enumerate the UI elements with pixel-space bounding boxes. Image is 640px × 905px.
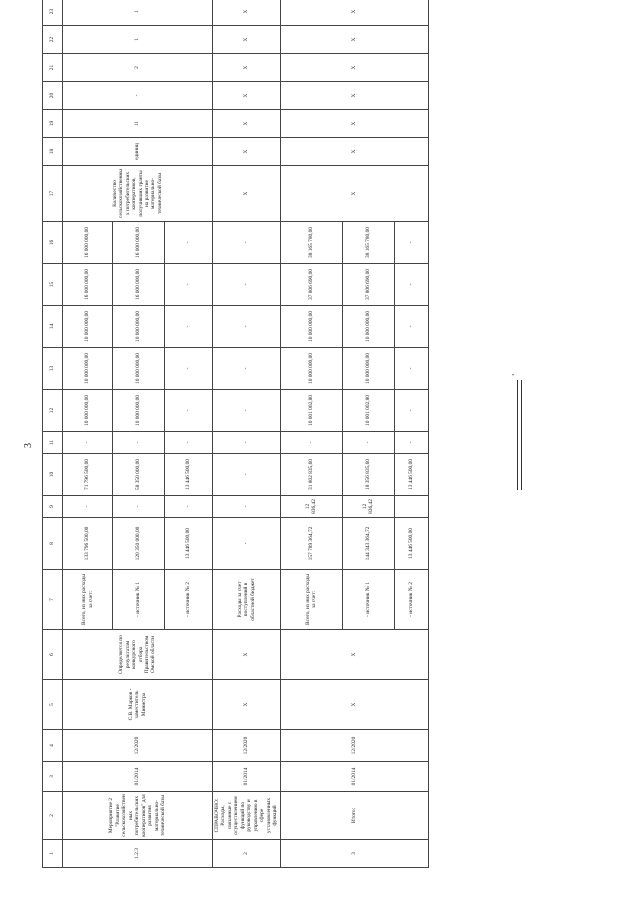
row-number: 2 <box>213 840 281 868</box>
header-cell: 18 <box>43 138 63 166</box>
value-cell <box>394 496 428 518</box>
value-cell: - <box>280 432 342 454</box>
header-cell: 9 <box>43 496 63 518</box>
value-cell: 16 000 000,00 <box>113 264 165 306</box>
value-cell: - <box>165 348 213 390</box>
header-cell: 1 <box>43 840 63 868</box>
value-cell: 12 836,42 <box>280 496 342 518</box>
participant: X <box>213 630 281 680</box>
value-cell: 13 446 500,00 <box>394 454 428 496</box>
source-label: Всего, из них расходы за счет: <box>63 570 113 630</box>
value-cell: 58 350 000,00 <box>113 454 165 496</box>
end-date: 12/2020 <box>280 730 428 762</box>
x-mark: X <box>213 82 281 110</box>
side-mark: " <box>512 374 515 380</box>
x-mark: X <box>280 82 428 110</box>
value-cell: - <box>165 432 213 454</box>
header-cell: 21 <box>43 54 63 82</box>
value-cell: - <box>213 454 281 496</box>
x-mark: X <box>280 26 428 54</box>
value-cell: - <box>213 390 281 432</box>
source-label: - источник № 1 <box>113 570 165 630</box>
start-date: 01/2014 <box>280 762 428 792</box>
value-cell: 18 356 835,60 <box>342 454 394 496</box>
value-cell: 31 802 835,60 <box>280 454 342 496</box>
participant: X <box>280 630 428 680</box>
value-cell: 16 000 000,00 <box>63 264 113 306</box>
value-cell: 10 000 000,00 <box>280 306 342 348</box>
source-label: - источник № 1 <box>342 570 394 630</box>
end-date: 12/2020 <box>213 730 281 762</box>
value-cell: - <box>213 306 281 348</box>
program-table <box>42 0 429 868</box>
header-cell: 13 <box>43 348 63 390</box>
value-cell: - <box>394 432 428 454</box>
value-cell: 133 796 500,00 <box>63 518 113 570</box>
value-cell: - <box>213 496 281 518</box>
rotated-table-container <box>42 8 426 868</box>
x-mark: X <box>280 0 428 26</box>
x-mark: X <box>213 110 281 138</box>
responsible: С.В. Марков - заместитель Министра <box>63 680 213 730</box>
header-cell: 16 <box>43 222 63 264</box>
measure-name: Мероприятие 2 "Развитие сельскохозяйственных потребительских кооперативов" для развития материально-технической базы <box>63 792 213 840</box>
x-mark: X <box>213 54 281 82</box>
signature-line <box>521 380 522 490</box>
header-cell: 8 <box>43 518 63 570</box>
header-cell: 17 <box>43 166 63 222</box>
header-cell: 6 <box>43 630 63 680</box>
value-cell: - <box>394 348 428 390</box>
header-cell: 23 <box>43 0 63 26</box>
value-cell: - <box>213 264 281 306</box>
value-cell: - <box>213 348 281 390</box>
header-cell: 5 <box>43 680 63 730</box>
indicator-value: - <box>63 82 213 110</box>
value-cell: - <box>113 432 165 454</box>
value-cell: 10 001 002,80 <box>342 390 394 432</box>
indicator-value: 1 <box>63 0 213 26</box>
value-cell: 12 836,42 <box>342 496 394 518</box>
value-cell: 13 446 500,00 <box>394 518 428 570</box>
responsible: X <box>280 680 428 730</box>
value-cell: 10 000 000,00 <box>63 306 113 348</box>
value-cell: 37 806 690,00 <box>342 264 394 306</box>
source-label: - источник № 2 <box>394 570 428 630</box>
value-cell: - <box>113 496 165 518</box>
value-cell: - <box>394 264 428 306</box>
source-label: Всего, из них расходы за счет: <box>280 570 342 630</box>
value-cell: 157 789 364,72 <box>280 518 342 570</box>
header-cell: 3 <box>43 762 63 792</box>
header-cell: 15 <box>43 264 63 306</box>
value-cell: 10 000 000,00 <box>63 348 113 390</box>
value-cell: - <box>394 390 428 432</box>
indicator-name: Количество сельскохозяйственных потребительских кооперативов, получивших гранты на развитие материально-технической базы <box>63 166 213 222</box>
value-cell: 10 001 002,80 <box>280 390 342 432</box>
header-cell: 22 <box>43 26 63 54</box>
value-cell: 71 796 500,00 <box>63 454 113 496</box>
value-cell: 38 165 780,00 <box>280 222 342 264</box>
x-mark: X <box>280 166 428 222</box>
value-cell: 10 000 000,00 <box>63 390 113 432</box>
value-cell: - <box>165 306 213 348</box>
header-cell: 4 <box>43 730 63 762</box>
start-date: 01/2014 <box>213 762 281 792</box>
value-cell: 10 000 000,00 <box>113 306 165 348</box>
source-label: Расходы за счет поступлений в областной бюджет <box>213 570 281 630</box>
header-cell: 11 <box>43 432 63 454</box>
table-row <box>280 0 342 868</box>
x-mark: X <box>213 138 281 166</box>
responsible: X <box>213 680 281 730</box>
header-cell: 7 <box>43 570 63 630</box>
value-cell: 38 165 780,00 <box>342 222 394 264</box>
header-row <box>43 0 63 868</box>
value-cell: 16 000 000,00 <box>113 222 165 264</box>
value-cell: 120 350 000,00 <box>113 518 165 570</box>
table-row <box>63 0 113 868</box>
header-cell: 10 <box>43 454 63 496</box>
value-cell: 10 000 000,00 <box>342 348 394 390</box>
header-cell: 12 <box>43 390 63 432</box>
header-cell: 20 <box>43 82 63 110</box>
value-cell: - <box>394 222 428 264</box>
measure-name: СПРАВОЧНО: Расходы, связанные с осуществлением функций по руководству и управлению в сфере установленных функций <box>213 792 281 840</box>
value-cell: 10 000 000,00 <box>280 348 342 390</box>
x-mark: X <box>280 138 428 166</box>
value-cell: - <box>165 496 213 518</box>
header-cell: 2 <box>43 792 63 840</box>
source-label: - источник № 2 <box>165 570 213 630</box>
x-mark: X <box>213 26 281 54</box>
page-number: 3 <box>23 443 34 448</box>
value-cell: 13 446 500,00 <box>165 454 213 496</box>
x-mark: X <box>213 0 281 26</box>
table-row <box>213 0 281 868</box>
value-cell: - <box>213 432 281 454</box>
signature-line <box>517 380 518 490</box>
row-number: 3 <box>280 840 428 868</box>
value-cell: 37 806 690,00 <box>280 264 342 306</box>
value-cell: - <box>213 518 281 570</box>
value-cell: - <box>63 496 113 518</box>
value-cell: - <box>213 222 281 264</box>
value-cell: 10 000 000,00 <box>113 348 165 390</box>
value-cell: 10 000 000,00 <box>113 390 165 432</box>
value-cell: - <box>165 390 213 432</box>
x-mark: X <box>280 54 428 82</box>
indicator-value: 11 <box>63 110 213 138</box>
participant: Определяется по результатам конкурсного отбора Правительством Омской области <box>63 630 213 680</box>
value-cell: - <box>165 222 213 264</box>
start-date: 01/2014 <box>63 762 213 792</box>
measure-name: Итого: <box>280 792 428 840</box>
row-number: 1.2.3 <box>63 840 213 868</box>
value-cell: - <box>394 306 428 348</box>
indicator-value: 1 <box>63 26 213 54</box>
value-cell: 13 446 500,00 <box>165 518 213 570</box>
value-cell: 144 343 364,72 <box>342 518 394 570</box>
value-cell: - <box>342 432 394 454</box>
value-cell: 16 000 000,00 <box>63 222 113 264</box>
x-mark: X <box>213 166 281 222</box>
value-cell: 10 000 000,00 <box>342 306 394 348</box>
header-cell: 14 <box>43 306 63 348</box>
value-cell: - <box>63 432 113 454</box>
indicator-value: 2 <box>63 54 213 82</box>
end-date: 12/2020 <box>63 730 213 762</box>
x-mark: X <box>280 110 428 138</box>
value-cell: - <box>165 264 213 306</box>
header-cell: 19 <box>43 110 63 138</box>
indicator-unit: единиц <box>63 138 213 166</box>
